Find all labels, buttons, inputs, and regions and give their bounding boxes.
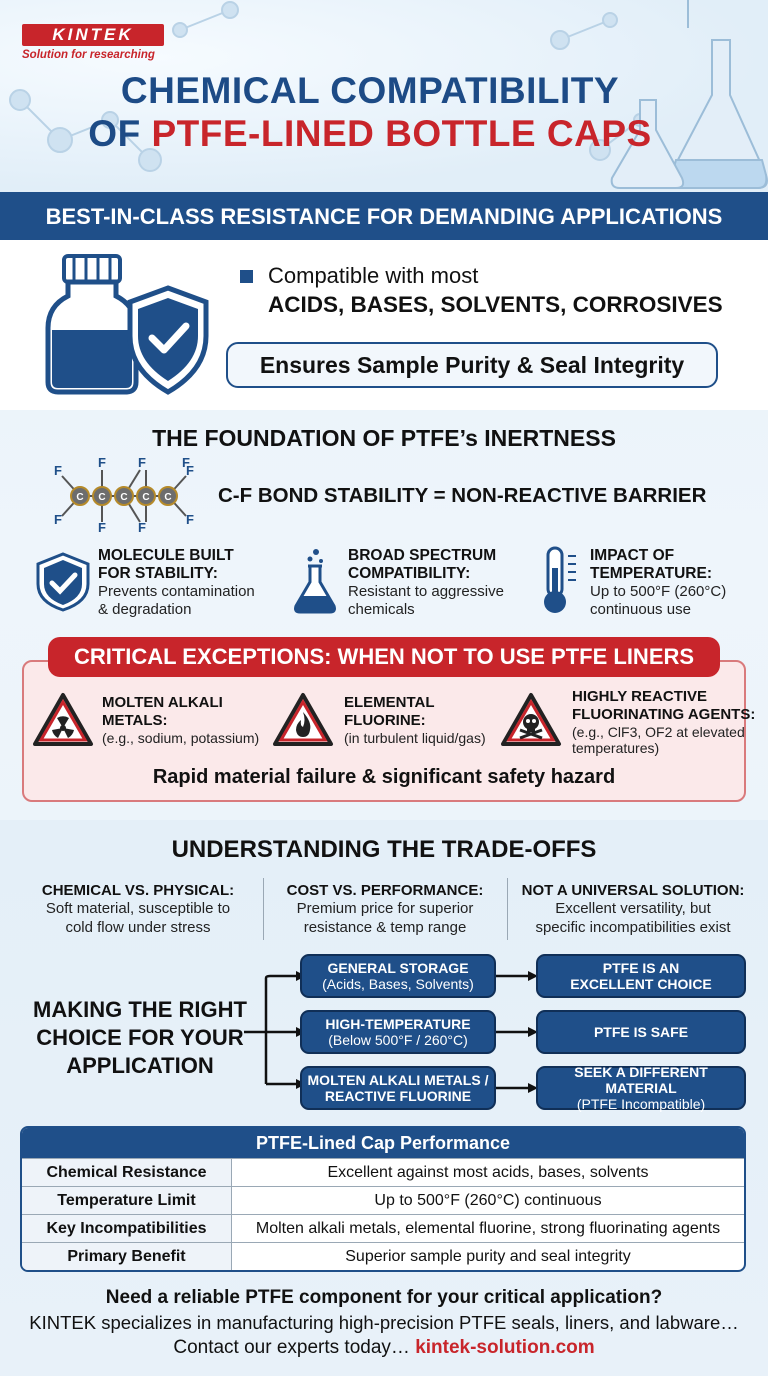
svg-text:C: C — [164, 492, 172, 503]
critical-exceptions-title: CRITICAL EXCEPTIONS: WHEN NOT TO USE PTFE LINERS — [48, 637, 720, 677]
table-row: Primary Benefit Superior sample purity and seal integrity — [22, 1242, 744, 1270]
svg-text:F: F — [98, 520, 106, 532]
cf-bond-statement: C-F BOND STABILITY = NON-REACTIVE BARRIER — [218, 484, 707, 507]
svg-text:F: F — [186, 463, 194, 478]
svg-text:F: F — [182, 456, 190, 470]
brand-tagline: Solution for researching — [22, 49, 155, 61]
condition-alkali-fluorine: MOLTEN ALKALI METALS / REACTIVE FLUORINE — [300, 1066, 496, 1110]
flask-icon — [290, 548, 340, 614]
result-excellent-choice: PTFE IS AN EXCELLENT CHOICE — [536, 954, 746, 998]
svg-text:C: C — [76, 492, 84, 503]
svg-text:F: F — [54, 463, 62, 478]
page-title-line1: CHEMICAL COMPATIBILITY — [120, 70, 620, 111]
section-banner: BEST-IN-CLASS RESISTANCE FOR DEMANDING APPLICATIONS — [0, 192, 768, 240]
table-row: Chemical Resistance Excellent against most acids, bases, solvents — [22, 1158, 744, 1186]
shield-check-icon — [36, 552, 90, 612]
thermometer-icon — [538, 546, 584, 616]
cta-question: Need a reliable PTFE component for your critical application? — [105, 1287, 663, 1308]
table-row: Temperature Limit Up to 500°F (260°C) continuous — [22, 1186, 744, 1214]
purity-callout: Ensures Sample Purity & Seal Integrity — [226, 342, 718, 388]
svg-text:F: F — [138, 456, 146, 470]
svg-text:F: F — [186, 512, 194, 527]
compat-list: ACIDS, BASES, SOLVENTS, CORROSIVES — [268, 292, 723, 317]
table-title: PTFE-Lined Cap Performance — [22, 1128, 744, 1158]
tradeoffs-title: UNDERSTANDING THE TRADE-OFFS — [171, 836, 597, 863]
cta-description: KINTEK specializes in manufacturing high-precision PTFE seals, liners, and labware… — [29, 1312, 739, 1333]
performance-table — [20, 1126, 746, 1272]
svg-text:C: C — [120, 492, 128, 503]
cta-contact-text: Contact our experts today… — [173, 1337, 416, 1358]
tradeoff-not-universal: NOT A UNIVERSAL SOLUTION: Excellent versatility, but specific incompatibilities exist — [521, 882, 745, 936]
hazard-skull-icon — [500, 692, 562, 748]
cta-contact — [0, 1337, 768, 1359]
result-ptfe-safe: PTFE IS SAFE — [536, 1010, 746, 1054]
exception-elemental-fluorine: ELEMENTAL FLUORINE: (in turbulent liquid/gas) — [344, 694, 486, 746]
tradeoff-chemical-physical: CHEMICAL VS. PHYSICAL: Soft material, susceptible to cold flow under stress — [41, 882, 235, 936]
exception-fluorinating-agents: HIGHLY REACTIVE FLUORINATING AGENTS: (e.g., ClF3, OF2 at elevated temperatures) — [572, 688, 756, 756]
divider — [507, 878, 508, 940]
decision-title: MAKING THE RIGHT CHOICE FOR YOUR APPLICATION — [33, 997, 247, 1078]
foundation-title: THE FOUNDATION OF PTFE’s INERTNESS — [152, 425, 616, 451]
svg-text:F: F — [98, 456, 106, 470]
title-highlight: PTFE-LINED BOTTLE CAPS — [151, 113, 652, 154]
svg-text:C: C — [98, 492, 106, 503]
condition-general-storage: GENERAL STORAGE (Acids, Bases, Solvents) — [300, 954, 496, 998]
feature-compatibility: BROAD SPECTRUM COMPATIBILITY: Resistant to aggressive chemicals — [348, 547, 504, 618]
svg-text:C: C — [142, 492, 150, 503]
exception-alkali-metals: MOLTEN ALKALI METALS: (e.g., sodium, potassium) — [102, 694, 260, 746]
divider — [263, 878, 264, 940]
svg-text:F: F — [138, 520, 146, 532]
result-different-material: SEEK A DIFFERENT MATERIAL (PTFE Incompatible) — [536, 1066, 746, 1110]
header-banner — [0, 0, 768, 192]
condition-high-temperature: HIGH-TEMPERATURE (Below 500°F / 260°C) — [300, 1010, 496, 1054]
tradeoff-cost-performance: COST VS. PERFORMANCE: Premium price for superior resistance & temp range — [286, 882, 484, 936]
feature-temperature: IMPACT OF TEMPERATURE: Up to 500°F (260°C) continuous use — [590, 547, 727, 618]
bottle-shield-icon — [44, 252, 214, 400]
page-title-line2 — [60, 113, 680, 155]
brand-logo: KINTEK — [22, 24, 164, 46]
bullet-square — [240, 270, 253, 283]
ptfe-molecule-icon — [44, 456, 204, 532]
hazard-radiation-icon — [32, 692, 94, 748]
website-link[interactable]: kintek-solution.com — [415, 1337, 595, 1358]
title-prefix: OF — [88, 113, 152, 154]
table-row: Key Incompatibilities Molten alkali metals, elemental fluorine, strong fluorinating agents — [22, 1214, 744, 1242]
hazard-flame-icon — [272, 692, 334, 748]
feature-stability: MOLECULE BUILT FOR STABILITY: Prevents contamination & degradation — [98, 547, 255, 618]
svg-text:F: F — [54, 512, 62, 527]
critical-footer: Rapid material failure & significant safety hazard — [152, 766, 616, 788]
compat-text: Compatible with most — [268, 263, 479, 288]
